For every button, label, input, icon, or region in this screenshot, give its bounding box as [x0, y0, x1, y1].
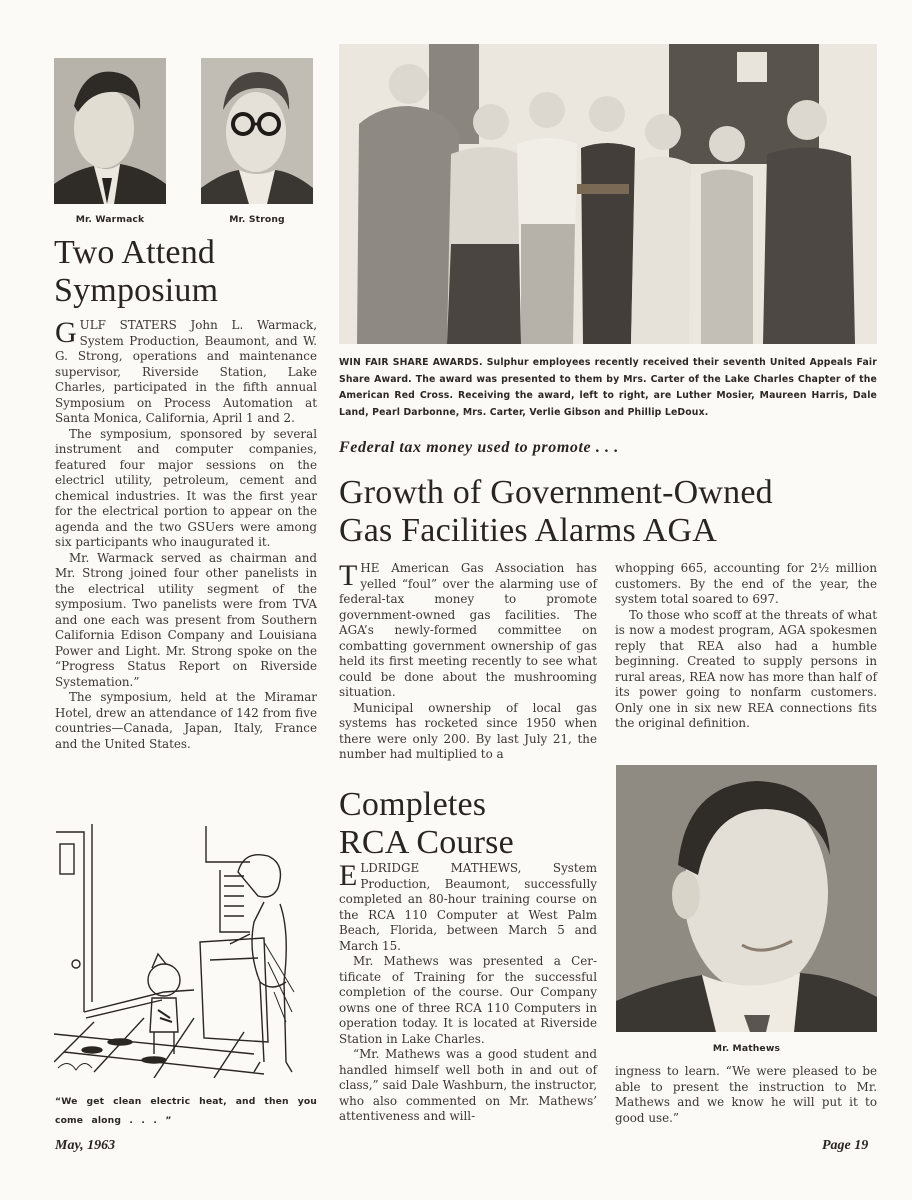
article-body-aga-col1 — [339, 561, 597, 763]
paragraph: whopping 665, accounting for 2½ million customers. By the end of the year, the system total soared to 697. — [615, 561, 877, 606]
headline-line: RCA Course — [339, 824, 514, 861]
paragraph: “Mr. Mathews was a good student and handled himself well both in and out of class,” said Dale Washburn, the instructor, who also commented on Mr. Mathews’ attentiveness and will- — [339, 1047, 597, 1123]
headline-line: Two Attend — [54, 234, 216, 271]
paragraph: THE American Gas Association has yelled “foul” over the alarming use of federal-tax money to promote government-owned gas facilities. The AGA’s newly-formed committee on combatting government ownership of gas held its first meeting recently to see what could be done about the mushrooming situation. — [339, 559, 597, 699]
paragraph: GULF STATERS John L. Warmack, System Production, Beaumont, and W. G. Strong, operations and maintenance supervisor, Riverside Station, Lake Charles, participated in the fifth annual Symposium on Process Automation at Santa Monica, California, April 1 and 2. — [55, 316, 317, 425]
article-kicker: Federal tax money used to promote . . . — [339, 439, 619, 456]
headline-rca — [339, 786, 514, 862]
paragraph: ingness to learn. “We were pleased to be able to present the instruction to Mr. Mathews and we know he will put it to good use.” — [615, 1064, 877, 1125]
portrait-warmack — [54, 58, 166, 204]
headline-line: Completes — [339, 786, 487, 823]
cartoon-illustration-icon — [54, 822, 320, 1078]
portrait-caption-mathews: Mr. Mathews — [712, 1043, 781, 1054]
paragraph: Municipal ownership of local gas systems has rocketed since 1950 when there were only 200. By last July 21, the number had multiplied to a — [339, 700, 597, 761]
group-photo-icon — [339, 44, 877, 344]
article-body-rca-col2 — [615, 1064, 877, 1126]
paragraph: The symposium, sponsored by several instrument and computer companies, featured four major sessions on the electricl utility, petroleum, cement and chemical industries. It was the first year for the electrical portion to appear on the agenda and the two GSUers were among six participants who inaugurated it. — [55, 426, 317, 549]
paragraph: To those who scoff at the threats of what is now a modest program, AGA spokesmen reply that REA also had a humble beginning. Created to supply persons in rural areas, REA now has more than half of its power going to nonfarm customers. Only one in six new REA connections fits the original definition. — [615, 607, 877, 730]
headline-line: Symposium — [54, 272, 219, 309]
page-number: Page 19 — [822, 1138, 869, 1153]
headline-symposium — [54, 234, 218, 310]
group-photo-caption: WIN FAIR SHARE AWARDS. Sulphur employees recently received their seventh United Appeals Fair Share Award. The award was presented to them by Mrs. Carter of the Lake Charles Chapter of the American Red Cross. Receiving the award, left to right, are Luther Mosier, Maureen Harris, Dale Land, Pearl Darbonne, Mrs. Carter, Verlie Gibson and Phillip LeDoux. — [339, 357, 877, 418]
cartoon-caption: “We get clean electric heat, and then you come along . . . ” — [55, 1096, 317, 1126]
paragraph: ELDRIDGE MATHEWS, System Production, Beaumont, successfully completed an 80-hour training course on the RCA 110 Computer at West Palm Beach, Florida, between March 5 and March 15. — [339, 859, 597, 953]
headline-line: Gas Facilities Alarms AGA — [339, 512, 718, 549]
paragraph: The symposium, held at the Miramar Hotel, drew an attendance of 142 from five countries—Canada, Japan, Italy, France and the United States. — [55, 690, 317, 751]
portrait-photo-icon — [54, 58, 166, 204]
article-body-rca-col1 — [339, 861, 597, 1125]
cartoon — [54, 822, 320, 1078]
portrait-strong — [201, 58, 313, 204]
article-body-aga-col2 — [615, 561, 877, 732]
portrait-photo-icon — [201, 58, 313, 204]
article-body-symposium — [55, 318, 317, 752]
headline-aga — [339, 474, 773, 550]
portrait-photo-icon — [616, 765, 877, 1032]
headline-line: Growth of Government-Owned — [339, 474, 773, 511]
drop-cap: G — [55, 316, 77, 349]
drop-cap: E — [339, 859, 358, 892]
portrait-caption-strong: Mr. Strong — [229, 214, 285, 225]
group-photo — [339, 44, 877, 344]
portrait-caption-warmack: Mr. Warmack — [75, 214, 145, 225]
drop-cap: T — [339, 559, 358, 592]
issue-date: May, 1963 — [55, 1138, 116, 1153]
portrait-mathews — [616, 765, 877, 1032]
paragraph: Mr. Warmack served as chairman and Mr. Strong joined four other panelists in the electrical utility segment of the symposium. Two panelists were from TVA and one each was present from Southern California Edison Company and Louisiana Power and Light. Mr. Strong spoke on the “Progress Status Report on Riverside Systemation.” — [55, 550, 317, 689]
paragraph: Mr. Mathews was presented a Certificate of Training for the successful completion of the course. Our Company owns one of three RCA 110 Computers in operation today. It is located at Riverside Station in Lake Charles. — [339, 954, 597, 1046]
